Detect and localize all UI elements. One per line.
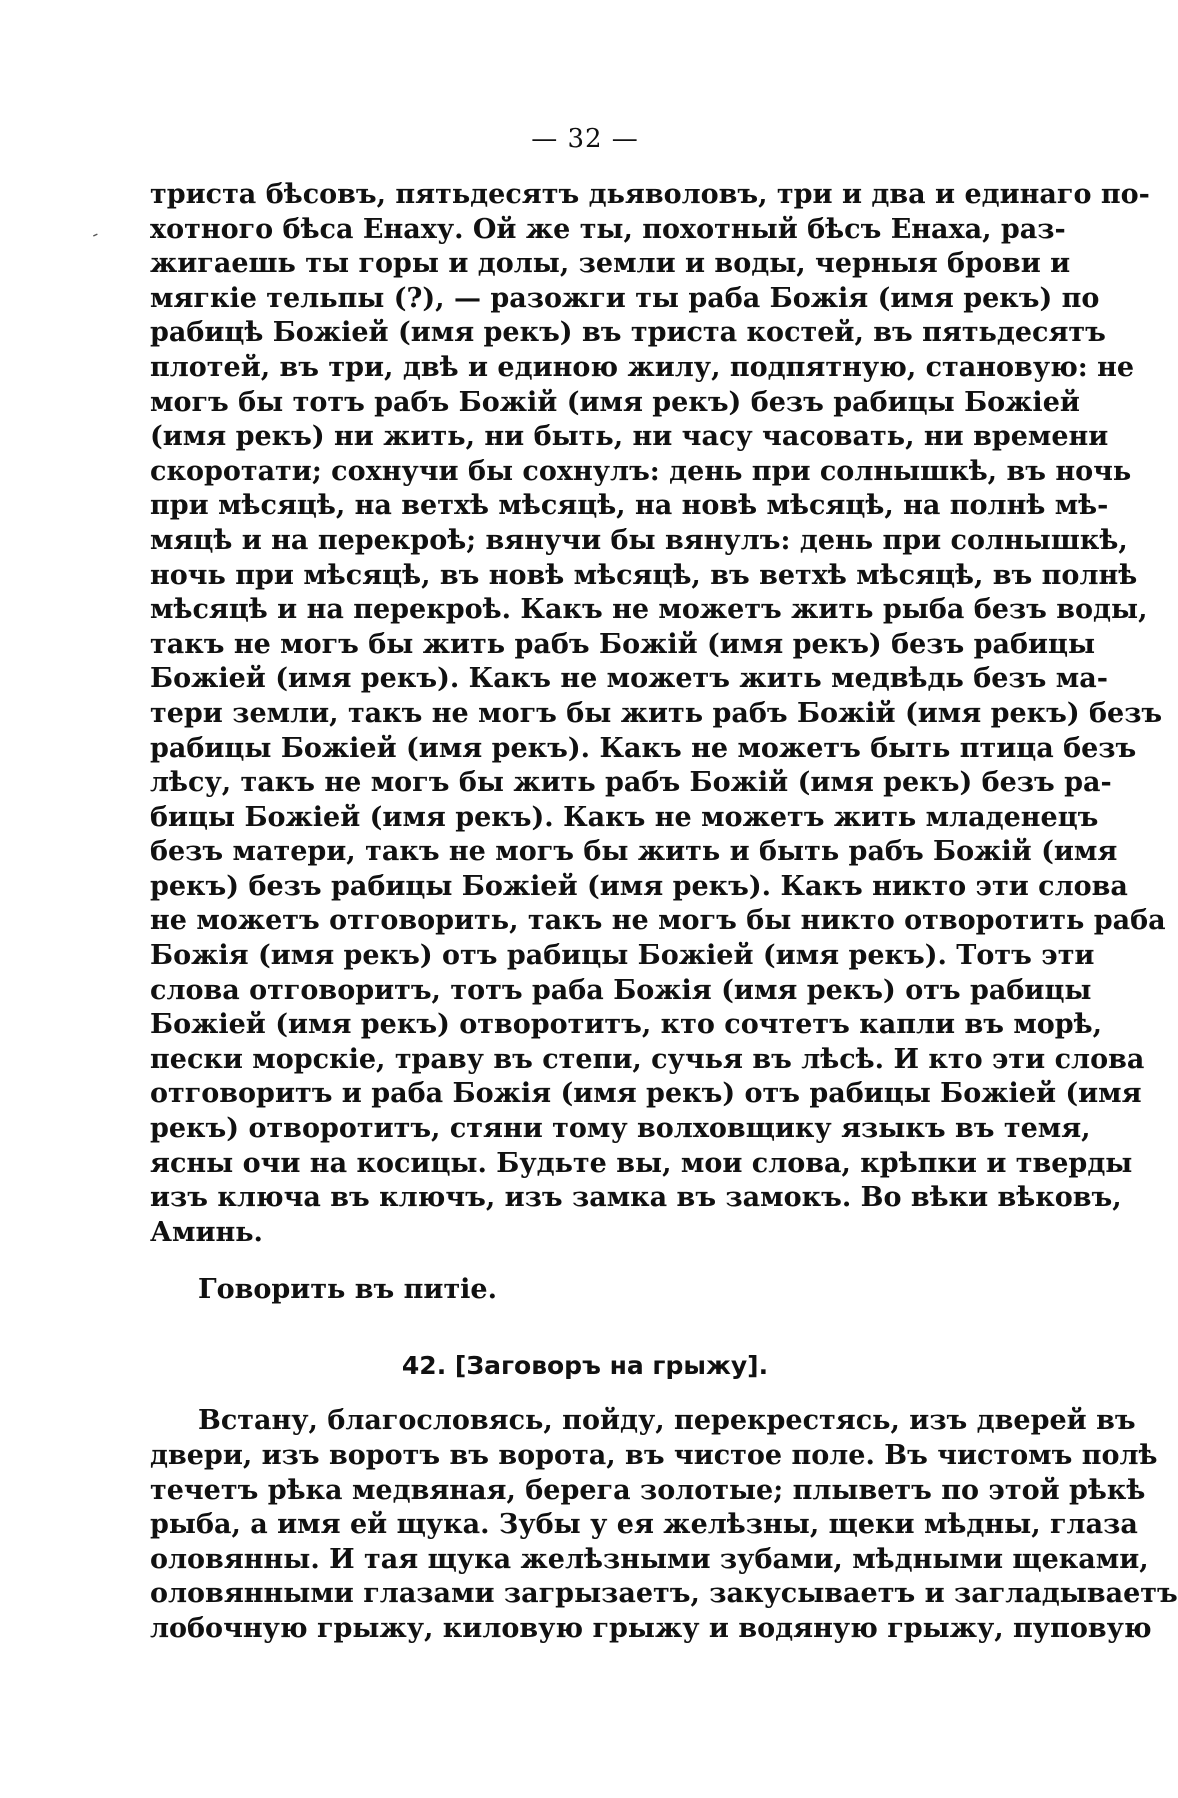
text-line: оловянными глазами загрызаетъ, закусываетъ и загладываетъ <box>150 1578 1178 1610</box>
text-line: рекъ) отворотитъ, стяни тому волховщику языкъ въ темя, <box>150 1113 1091 1145</box>
text-line: такъ не могъ бы жить рабъ Божій (имя рекъ) безъ рабицы <box>150 628 1096 660</box>
text-line: ясны очи на косицы. Будьте вы, мои слова, крѣпки и тверды <box>150 1147 1133 1179</box>
text-line: Встану, благословясь, пойду, перекрестясь, изъ дверей въ <box>198 1405 1136 1437</box>
text-line: тери земли, такъ не могъ бы жить рабъ Божій (имя рекъ) безъ <box>150 697 1163 729</box>
page-number: — 32 — <box>531 124 639 154</box>
text-line: мѣсяцѣ и на перекроѣ. Какъ не можетъ жить рыба безъ воды, <box>150 594 1148 626</box>
text-line: (имя рекъ) ни жить, ни быть, ни часу часовать, ни времени <box>150 421 1109 453</box>
hernia-spell-paragraph <box>150 1404 1178 1646</box>
text-line: хотного бѣса Енаху. Ой же ты, похотный бѣсъ Енаха, раз- <box>150 213 1066 245</box>
text-line: не можетъ отговорить, такъ не могъ бы никто отворотить раба <box>150 905 1166 937</box>
text-line: отговоритъ и раба Божія (имя рекъ) отъ рабицы Божіей (имя <box>150 1078 1142 1110</box>
section-heading: 42. [Заговоръ на грыжу]. <box>401 1351 769 1381</box>
text-line: пески морскіе, траву въ степи, сучья въ лѣсѣ. И кто эти слова <box>150 1043 1145 1075</box>
text-line: жигаешь ты горы и долы, земли и воды, черныя брови и <box>150 248 1071 280</box>
text-line: лѣсу, такъ не могъ бы жить рабъ Божій (имя рекъ) безъ ра- <box>150 767 1112 799</box>
text-line: Божія (имя рекъ) отъ рабицы Божіей (имя рекъ). Тотъ эти <box>150 940 1095 972</box>
book-page <box>150 120 1178 1647</box>
text-line: рабицы Божіей (имя рекъ). Какъ не можетъ быть птица безъ <box>150 732 1137 764</box>
text-line: при мѣсяцѣ, на ветхѣ мѣсяцѣ, на новѣ мѣсяцѣ, на полнѣ мѣ- <box>150 490 1109 522</box>
text-line: плотей, въ три, двѣ и единою жилу, подпятную, становую: не <box>150 351 1135 383</box>
spell-text-paragraph <box>150 178 1166 1250</box>
text-line: рекъ) безъ рабицы Божіей (имя рекъ). Какъ никто эти слова <box>150 870 1128 902</box>
text-line: Божіей (имя рекъ) отворотитъ, кто сочтетъ капли въ морѣ, <box>150 1009 1103 1041</box>
text-line: рыба, а имя ей щука. Зубы у ея желѣзны, щеки мѣдны, глаза <box>150 1509 1138 1541</box>
usage-note: Говорить въ питіе. <box>198 1274 498 1306</box>
text-line: изъ ключа въ ключъ, изъ замка въ замокъ. Во вѣки вѣковъ, <box>150 1182 1122 1214</box>
text-line: ночь при мѣсяцѣ, въ новѣ мѣсяцѣ, въ ветхѣ мѣсяцѣ, въ полнѣ <box>150 559 1138 591</box>
text-line: рабицѣ Божіей (имя рекъ) въ триста костей, въ пятьдесятъ <box>150 317 1106 349</box>
text-line: триста бѣсовъ, пятьдесятъ дьяволовъ, три и два и единаго по- <box>150 179 1150 210</box>
text-line: течетъ рѣка медвяная, берега золотые; плыветъ по этой рѣкѣ <box>150 1474 1146 1506</box>
text-line: бицы Божіей (имя рекъ). Какъ не можетъ жить младенецъ <box>150 801 1099 833</box>
text-line: мягкіе тельпы (?), — разожги ты раба Божія (имя рекъ) по <box>150 282 1100 314</box>
text-line: безъ матери, такъ не могъ бы жить и быть рабъ Божій (имя <box>150 836 1118 868</box>
text-line: оловянны. И тая щука желѣзными зубами, мѣдными щеками, <box>150 1543 1149 1575</box>
text-line: двери, изъ воротъ въ ворота, въ чистое поле. Въ чистомъ полѣ <box>150 1440 1158 1471</box>
text-line: Божіей (имя рекъ). Какъ не можетъ жить медвѣдь безъ ма- <box>150 663 1108 695</box>
margin-pencil-mark: - <box>87 223 103 246</box>
text-line: мяцѣ и на перекроѣ; вянучи бы вянулъ: день при солнышкѣ, <box>150 524 1128 556</box>
text-line: слова отговоритъ, тотъ раба Божія (имя рекъ) отъ рабицы <box>150 974 1092 1006</box>
text-line: скоротати; сохнучи бы сохнулъ: день при солнышкѣ, въ ночь <box>150 455 1132 487</box>
text-line: лобочную грыжу, киловую грыжу и водяную грыжу, пуповую <box>150 1612 1152 1644</box>
text-line: Аминь. <box>150 1216 263 1248</box>
text-line: могъ бы тотъ рабъ Божій (имя рекъ) безъ рабицы Божіей <box>150 386 1080 418</box>
